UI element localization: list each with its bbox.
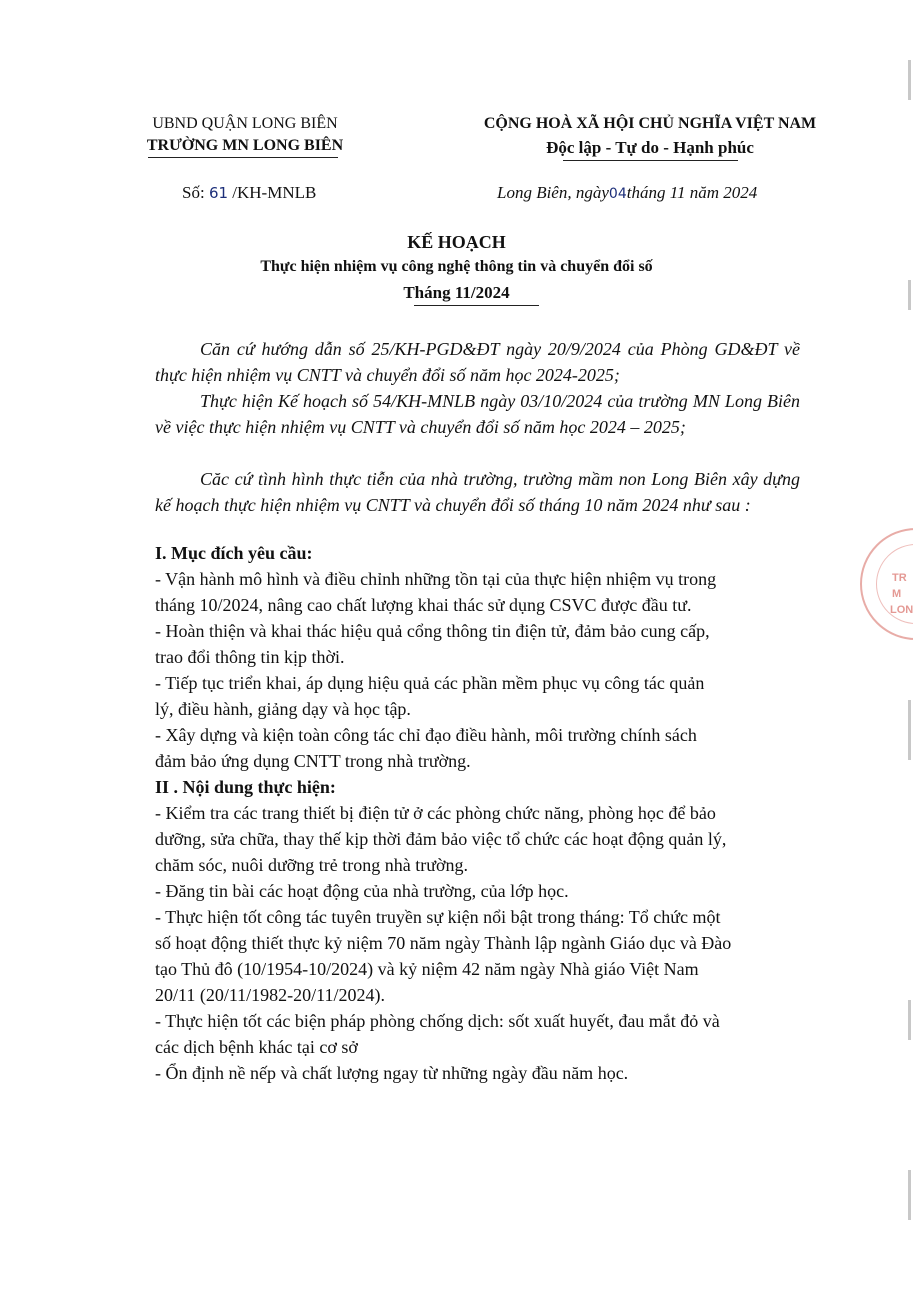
doc-number-handwritten: 61 bbox=[208, 184, 229, 202]
date-day-handwritten: 04 bbox=[608, 186, 627, 202]
month-underline bbox=[414, 305, 539, 306]
issuer-district: UBND QUẬN LONG BIÊN bbox=[152, 115, 338, 132]
scan-edge-mark bbox=[908, 700, 911, 760]
section-2-line: tạo Thủ đô (10/1954-10/2024) và kỷ niệm 42 năm ngày Nhà giáo Việt Nam bbox=[155, 959, 699, 979]
section-2-line: dưỡng, sửa chữa, thay thế kịp thời đảm bảo việc tổ chức các hoạt động quản lý, bbox=[155, 829, 727, 849]
section-1-line: trao đổi thông tin kịp thời. bbox=[155, 647, 345, 667]
section-1-line: - Xây dựng và kiện toàn công tác chỉ đạo điều hành, môi trường chính sách bbox=[155, 725, 697, 745]
scan-edge-mark bbox=[908, 1170, 911, 1220]
section-2-line: số hoạt động thiết thực kỷ niệm 70 năm ngày Thành lập ngành Giáo dục và Đào bbox=[155, 933, 732, 953]
section-2-line: - Thực hiện tốt các biện pháp phòng chống dịch: sốt xuất huyết, đau mắt đỏ và bbox=[155, 1011, 720, 1031]
date-suffix: tháng 11 năm 2024 bbox=[626, 183, 758, 202]
stamp-text: LON bbox=[890, 604, 913, 616]
section-1-line: lý, điều hành, giảng dạy và học tập. bbox=[155, 699, 411, 719]
scan-edge-mark bbox=[908, 60, 911, 100]
document-number bbox=[182, 183, 316, 203]
document-month: Tháng 11/2024 bbox=[403, 283, 510, 302]
section-2-line: - Kiểm tra các trang thiết bị điện tử ở các phòng chức năng, phòng học để bảo bbox=[155, 803, 716, 823]
section-2-line: - Ổn định nề nếp và chất lượng ngay từ những ngày đầu năm học. bbox=[155, 1063, 629, 1083]
section-1-line: - Hoàn thiện và khai thác hiệu quả cổng thông tin điện tử, đảm bảo cung cấp, bbox=[155, 621, 710, 641]
motto-underline bbox=[563, 160, 738, 161]
issuer-school: TRƯỜNG MN LONG BIÊN bbox=[146, 137, 344, 154]
section-1-line: tháng 10/2024, nâng cao chất lượng khai thác sử dụng CSVC được đầu tư. bbox=[155, 595, 692, 615]
doc-number-suffix: /KH-MNLB bbox=[228, 183, 317, 202]
document-subtitle: Thực hiện nhiệm vụ công nghệ thông tin và chuyển đổi số bbox=[260, 258, 653, 275]
scan-edge-mark bbox=[908, 280, 911, 310]
section-1-line: - Vận hành mô hình và điều chỉnh những tồn tại của thực hiện nhiệm vụ trong bbox=[155, 569, 717, 589]
section-2-line: - Thực hiện tốt công tác tuyên truyền sự kiện nổi bật trong tháng: Tổ chức một bbox=[155, 907, 721, 927]
section-1-heading: I. Mục đích yêu cầu: bbox=[155, 543, 313, 563]
section-2-line: chăm sóc, nuôi dưỡng trẻ trong nhà trường. bbox=[155, 855, 468, 875]
section-2-line: các dịch bệnh khác tại cơ sở bbox=[155, 1037, 358, 1057]
official-stamp bbox=[860, 528, 913, 640]
scan-edge-mark bbox=[908, 1000, 911, 1040]
intro-paragraph-1: Căn cứ hướng dẫn số 25/KH-PGD&ĐT ngày 20/9/2024 của Phòng GD&ĐT về thực hiện nhiệm vụ CNTT và chuyển đổi số năm học 2024-2025; bbox=[155, 339, 800, 385]
document-date bbox=[497, 183, 757, 203]
section-1-line: đảm bảo ứng dụng CNTT trong nhà trường. bbox=[155, 751, 471, 771]
section-1-line: - Tiếp tục triển khai, áp dụng hiệu quả các phần mềm phục vụ công tác quản bbox=[155, 673, 705, 693]
issuer-underline bbox=[148, 157, 338, 158]
document-title: KẾ HOẠCH bbox=[407, 232, 506, 252]
intro-paragraph-2: Thực hiện Kế hoạch số 54/KH-MNLB ngày 03/10/2024 của trường MN Long Biên về việc thực hiện nhiệm vụ CNTT và chuyển đổi số năm học 2024 – 2025; bbox=[155, 391, 800, 437]
date-prefix: Long Biên, ngày bbox=[497, 183, 609, 202]
stamp-text: M bbox=[892, 588, 902, 600]
section-2-line: - Đăng tin bài các hoạt động của nhà trường, của lớp học. bbox=[155, 881, 569, 901]
national-motto: Độc lập - Tự do - Hạnh phúc bbox=[546, 138, 754, 157]
section-2-line: 20/11 (20/11/1982-20/11/2024). bbox=[155, 985, 385, 1005]
intro-paragraph-3: Căc cứ tình hình thực tiễn của nhà trường, trường mầm non Long Biên xây dựng kế hoạch thực hiện nhiệm vụ CNTT và chuyển đổi số tháng 10 năm 2024 như sau : bbox=[155, 469, 800, 515]
section-2-heading: II . Nội dung thực hiện: bbox=[155, 777, 336, 797]
national-title: CỘNG HOÀ XÃ HỘI CHỦ NGHĨA VIỆT NAM bbox=[483, 115, 817, 132]
stamp-text: TR bbox=[892, 572, 907, 584]
doc-number-prefix: Số: bbox=[182, 183, 209, 202]
